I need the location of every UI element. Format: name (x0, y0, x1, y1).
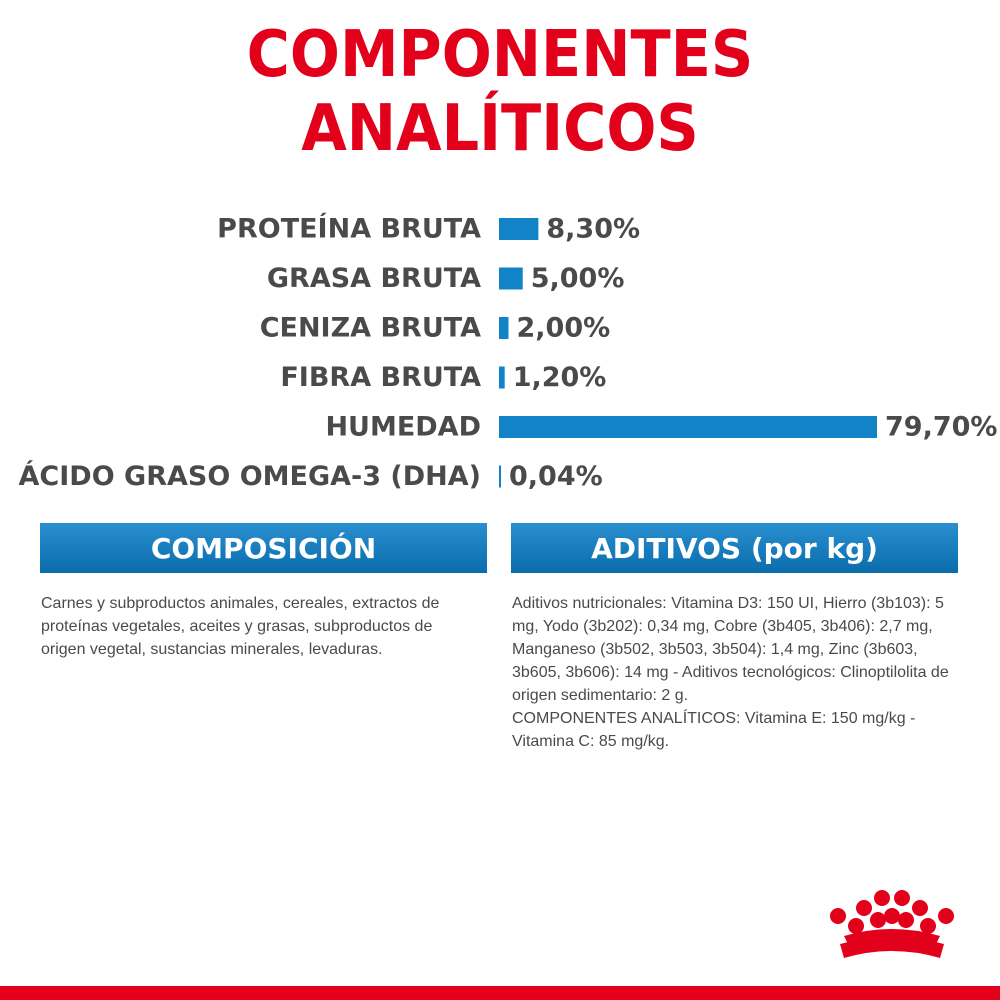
value-label: 5,00% (530, 263, 625, 294)
category-label: FIBRA BRUTA (280, 362, 481, 393)
aditivos-text (512, 592, 962, 753)
bar (499, 466, 501, 488)
composicion-body: Carnes y subproductos animales, cereales, extractos de proteínas vegetales, aceites y grasas, subproductos de origen vegetal, sustancias minerales, levaduras. (41, 595, 440, 658)
aditivos-header: ADITIVOS (por kg) (511, 523, 958, 573)
category-label: GRASA BRUTA (266, 263, 481, 294)
value-label: 0,04% (509, 461, 603, 492)
bar (499, 218, 538, 240)
value-label: 79,70% (885, 411, 998, 443)
category-label: HUMEDAD (325, 411, 481, 443)
aditivos-analiticos: COMPONENTES ANALÍTICOS: Vitamina E: 150 mg/kg - Vitamina C: 85 mg/kg. (512, 710, 916, 750)
page-title: COMPONENTES ANALÍTICOS (246, 18, 754, 166)
composicion-header: COMPOSICIÓN (40, 523, 487, 573)
bar (499, 268, 523, 290)
nutrient-bar-chart (0, 195, 1000, 505)
value-label: 1,20% (512, 362, 607, 393)
category-label: ÁCIDO GRASO OMEGA-3 (DHA) (18, 461, 481, 492)
value-label: 2,00% (516, 312, 611, 344)
category-label: PROTEÍNA BRUTA (217, 213, 481, 245)
composicion-text (41, 592, 471, 661)
category-label: CENIZA BRUTA (259, 312, 481, 344)
value-label: 8,30% (546, 213, 641, 245)
aditivos-body: Aditivos nutricionales: Vitamina D3: 150 UI, Hierro (3b103): 5 mg, Yodo (3b202): 0,34 mg, Cobre (3b405, 3b406): 2,7 mg, Manganeso (3b502, 3b503, 3b504): 1,4 mg, Zinc (3b603, 3b605, 3b606): 14 mg - Aditivos tecnológicos: Clinoptilolita de origen sedimentario: 2 g. (512, 595, 949, 704)
bottom-brand-bar (0, 986, 1000, 1000)
bar (499, 416, 877, 438)
crown-logo-icon (822, 886, 962, 966)
bar (499, 367, 505, 389)
bar (499, 317, 508, 339)
